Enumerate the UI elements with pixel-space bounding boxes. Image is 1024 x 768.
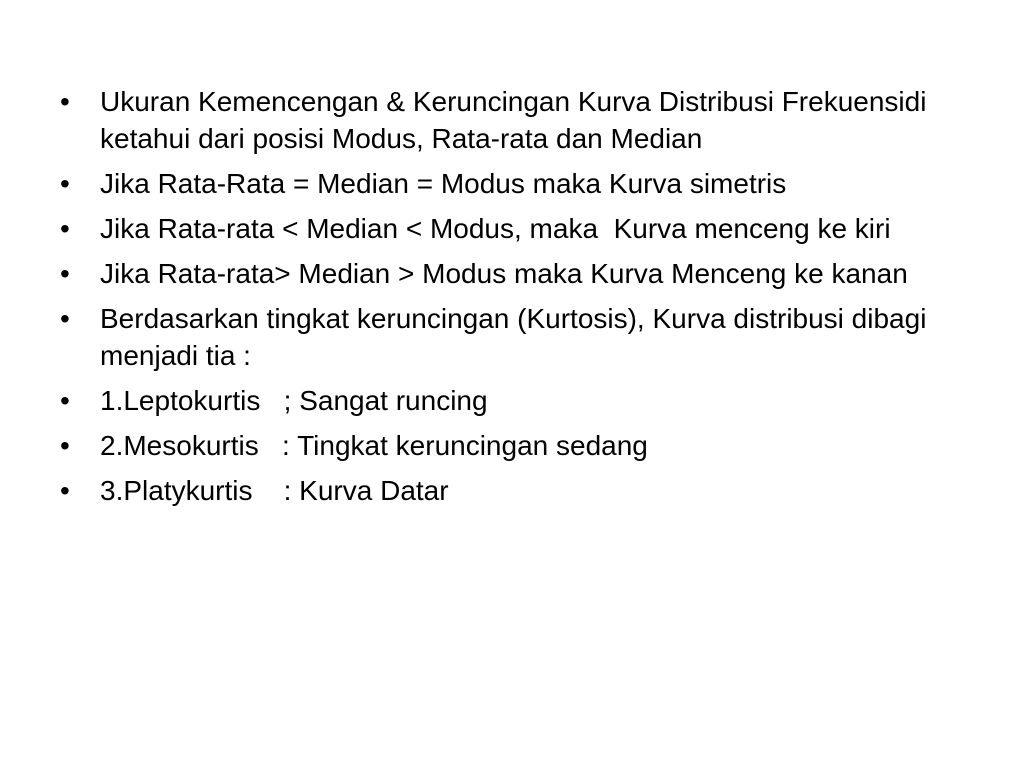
bullet-marker: • <box>60 213 70 244</box>
bullet-text: Ukuran Kemencengan & Keruncingan Kurva Distribusi Frekuensidi ketahui dari posisi Modus, Rata-rata dan Median <box>100 86 935 154</box>
bullet-item <box>60 83 960 157</box>
bullet-item <box>60 382 960 419</box>
bullet-item <box>60 472 960 509</box>
bullet-marker: • <box>60 385 70 416</box>
bullet-marker: • <box>60 475 70 506</box>
bullet-marker: • <box>60 258 70 289</box>
bullet-marker: • <box>60 86 70 117</box>
bullet-marker: • <box>60 303 70 334</box>
bullet-text: Jika Rata-rata < Median < Modus, maka Kurva menceng ke kiri <box>100 213 891 244</box>
bullet-item <box>60 165 960 202</box>
bullet-item <box>60 300 960 374</box>
bullet-text: 2.Mesokurtis : Tingkat keruncingan sedang <box>100 430 648 461</box>
bullet-marker: • <box>60 168 70 199</box>
bullet-text: 3.Platykurtis : Kurva Datar <box>100 475 449 506</box>
bullet-item <box>60 255 960 292</box>
bullet-list <box>60 83 960 517</box>
bullet-text: Jika Rata-rata> Median > Modus maka Kurva Menceng ke kanan <box>100 258 908 289</box>
bullet-text: 1.Leptokurtis ; Sangat runcing <box>100 385 488 416</box>
bullet-item <box>60 210 960 247</box>
bullet-text: Jika Rata-Rata = Median = Modus maka Kurva simetris <box>100 168 787 199</box>
bullet-marker: • <box>60 430 70 461</box>
bullet-item <box>60 427 960 464</box>
bullet-text: Berdasarkan tingkat keruncingan (Kurtosis), Kurva distribusi dibagi menjadi tia : <box>100 303 935 371</box>
